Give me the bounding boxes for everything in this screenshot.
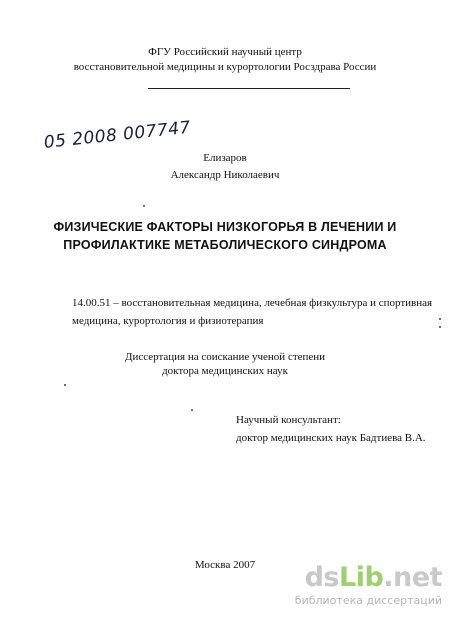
scan-speck xyxy=(143,205,145,207)
scan-speck xyxy=(64,384,66,386)
handwritten-registration-number: 05 2008 007747 xyxy=(42,117,192,153)
header-divider xyxy=(148,88,350,89)
author-name: Александр Николаевич xyxy=(170,169,280,181)
scan-speck xyxy=(439,326,441,328)
consultant-label: Научный консультант: xyxy=(236,414,341,426)
header-institution-line1: ФГУ Российский научный центр xyxy=(148,46,302,58)
watermark-ds: ds xyxy=(304,562,339,593)
author-surname: Елизаров xyxy=(203,152,247,164)
dissertation-title-line2: ПРОФИЛАКТИКЕ МЕТАБОЛИЧЕСКОГО СИНДРОМА xyxy=(63,238,387,252)
specialty-line2: медицина, курортология и физиотерапия xyxy=(72,315,264,327)
scan-speck xyxy=(191,409,193,411)
degree-line2: доктора медицинских наук xyxy=(162,365,288,377)
scan-speck xyxy=(439,318,441,320)
watermark-lib: Lib xyxy=(339,562,384,593)
watermark-logo xyxy=(305,563,442,593)
city-year: Москва 2007 xyxy=(194,559,256,571)
specialty-line1: 14.00.51 – восстановительная медицина, лечебная физкультура и спортивная xyxy=(72,297,433,309)
header-institution-line2: восстановительной медицины и курортологии Росздрава России xyxy=(73,61,377,73)
degree-line1: Диссертация на соискание ученой степени xyxy=(124,351,326,363)
dslib-watermark xyxy=(294,562,442,613)
watermark-tagline: библиотека диссертаций xyxy=(294,594,442,607)
consultant-name: доктор медицинских наук Бадтиева В.А. xyxy=(236,432,426,444)
dissertation-title-line1: ФИЗИЧЕСКИЕ ФАКТОРЫ НИЗКОГОРЬЯ В ЛЕЧЕНИИ И xyxy=(53,220,397,234)
watermark-net: .net xyxy=(383,562,442,593)
